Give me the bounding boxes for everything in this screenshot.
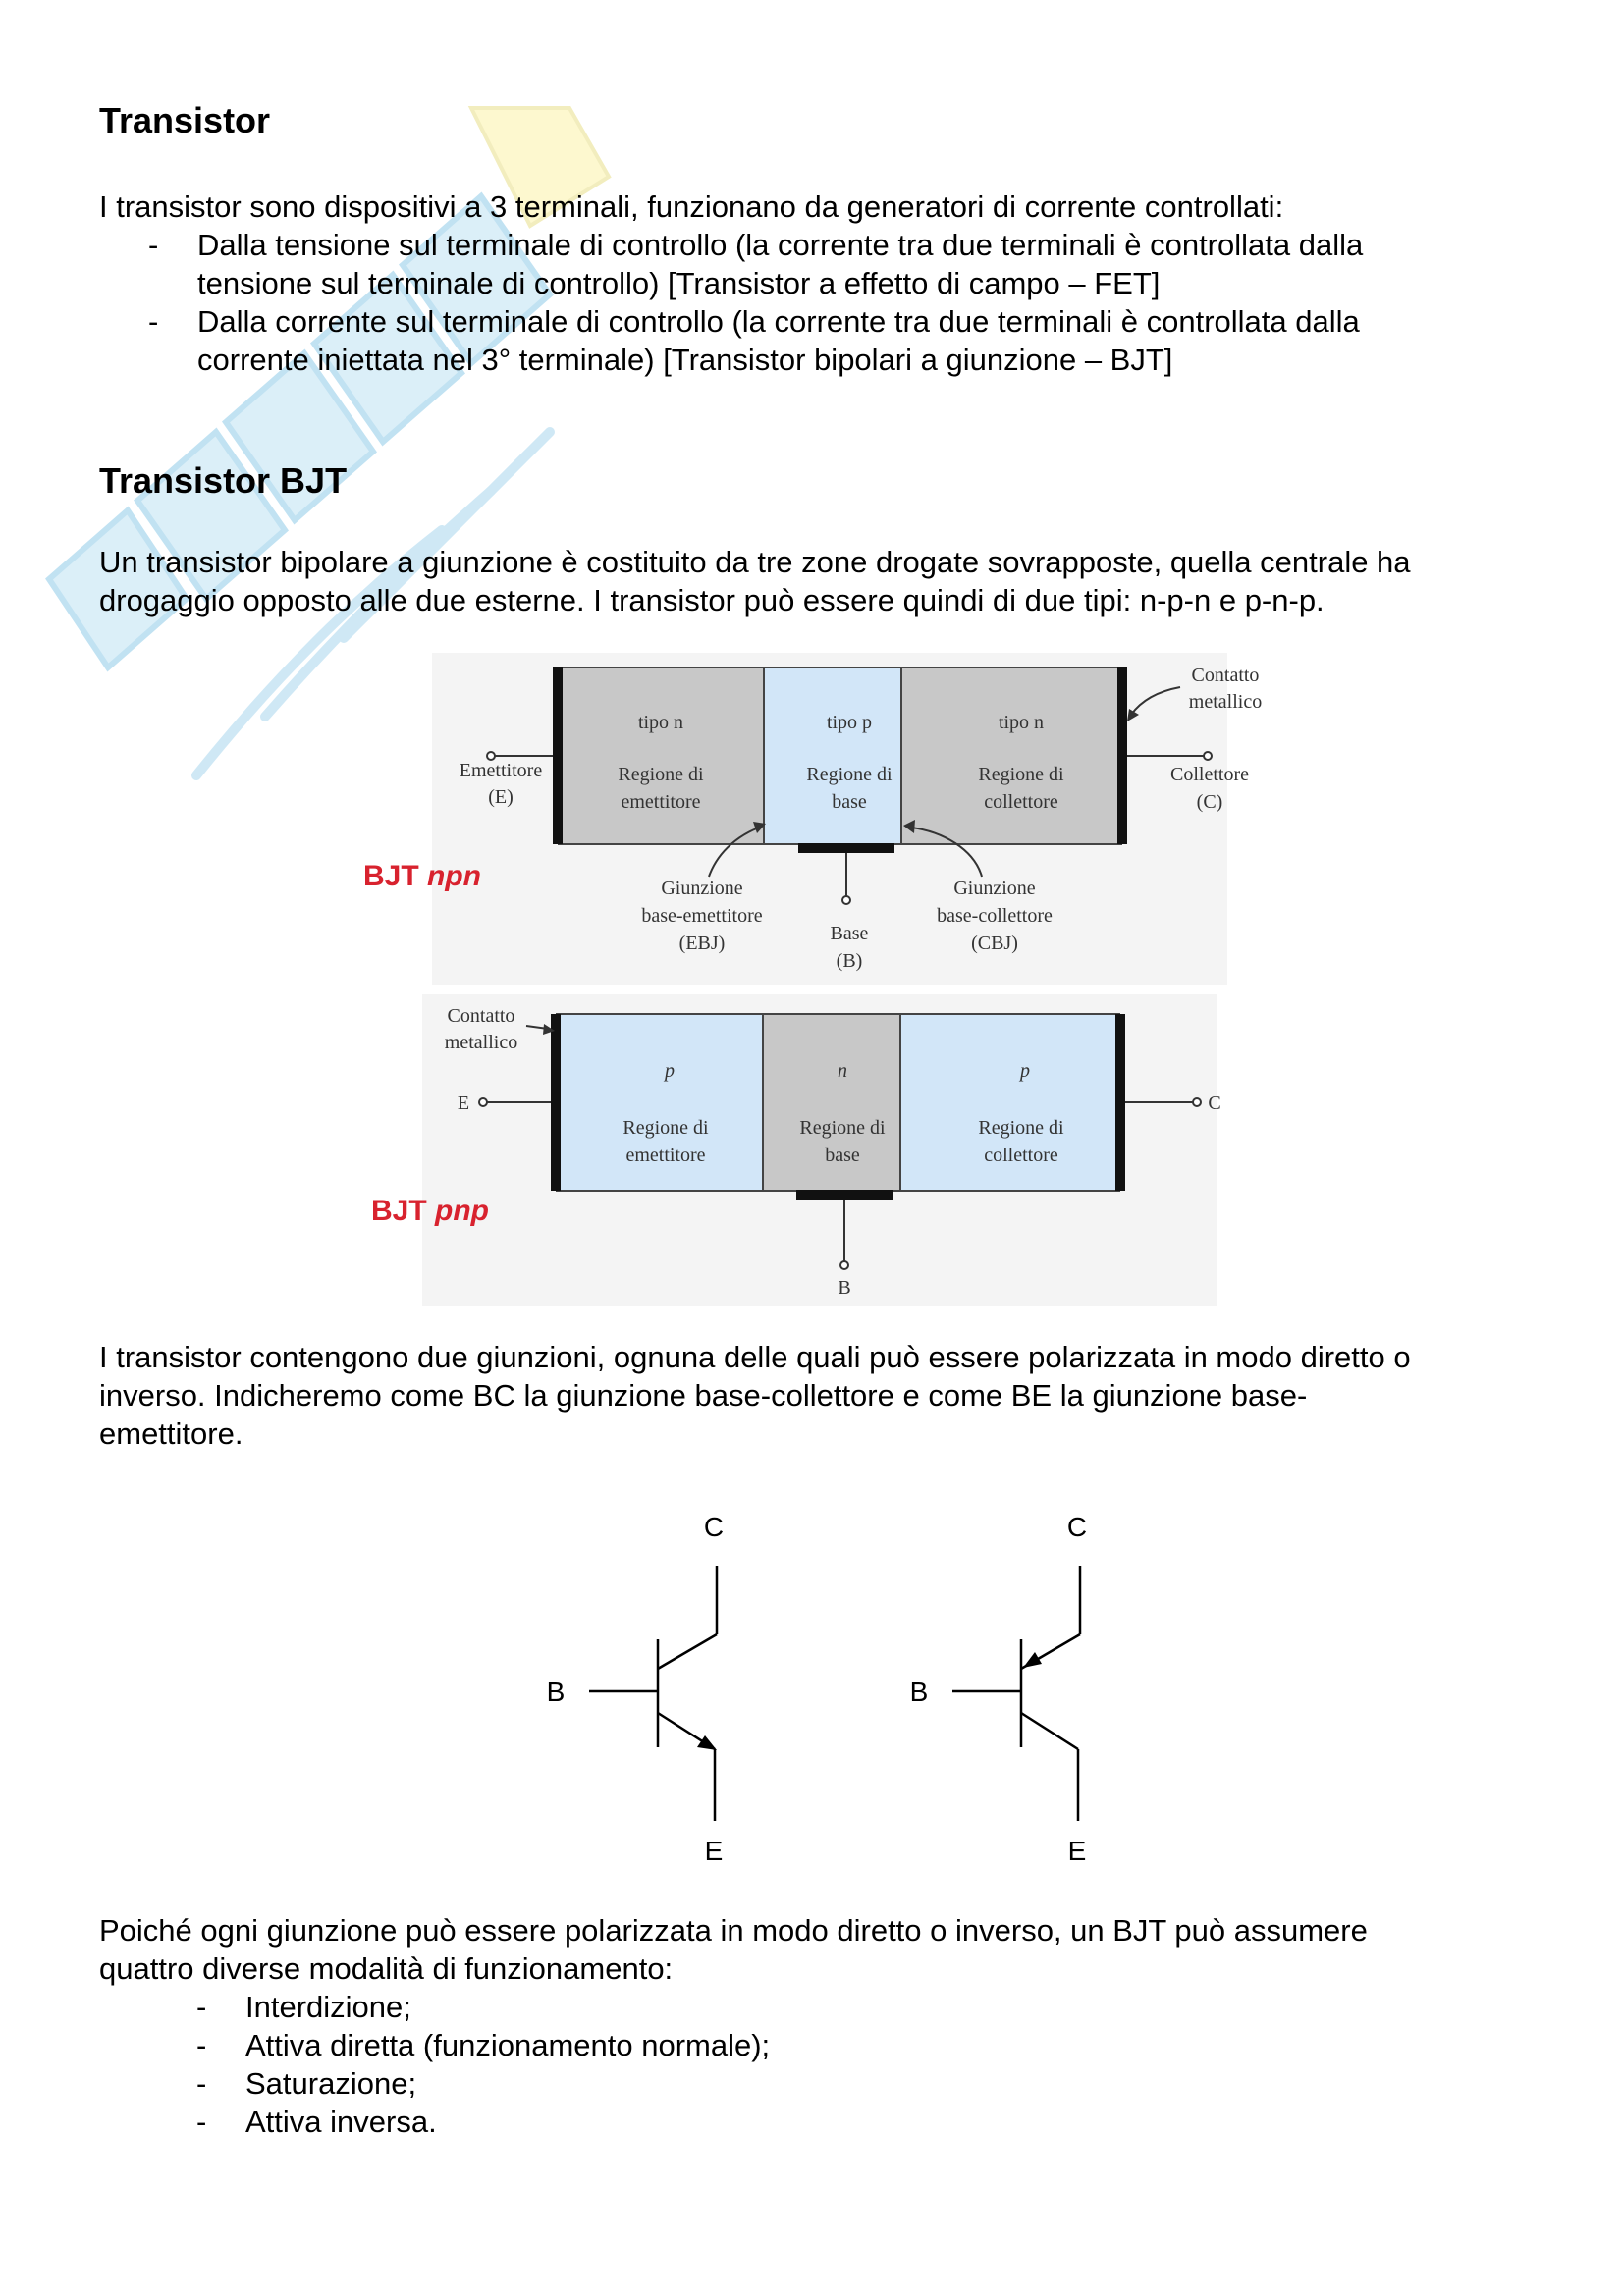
npn-collector-label: Collettore bbox=[1170, 764, 1249, 785]
npn-emitter-region bbox=[559, 667, 764, 844]
npn-collector-contact bbox=[1117, 667, 1127, 844]
pnp-contact-label: metallico bbox=[444, 1032, 518, 1053]
list-item: - Attiva inversa. bbox=[196, 2105, 437, 2139]
pnp-region2-name: Regione di bbox=[799, 1117, 886, 1139]
npn-base-contact bbox=[798, 843, 894, 853]
pnp-symbol-emitter-label: E bbox=[1067, 1836, 1087, 1866]
list-item: - Saturazione; bbox=[196, 2066, 417, 2101]
npn-contact-label: metallico bbox=[1188, 691, 1263, 713]
npn-emitter-label: Emettitore bbox=[459, 760, 543, 781]
pnp-base-contact bbox=[796, 1190, 893, 1200]
pnp-symbol-collector-label: C bbox=[1066, 1512, 1088, 1542]
npn-collector-label: (C) bbox=[1196, 791, 1223, 813]
pnp-region1-type: p bbox=[665, 1060, 675, 1082]
modes-paragraph: Poiché ogni giunzione può essere polarizzata in modo diretto o inverso, un BJT può assumere quattro diverse modalità di funzionamento: bbox=[99, 1913, 1368, 1986]
intro-paragraph: I transistor sono dispositivi a 3 terminali, funzionano da generatori di corrente controllati: bbox=[99, 189, 1284, 224]
pnp-emitter-contact bbox=[551, 1014, 561, 1191]
pnp-collector-label: C bbox=[1208, 1093, 1221, 1114]
npn-base-region bbox=[764, 667, 901, 844]
npn-region1-name: emettitore bbox=[621, 791, 701, 813]
pnp-region3-name: Regione di bbox=[978, 1117, 1064, 1139]
npn-emitter-label: (E) bbox=[488, 786, 514, 808]
npn-collector-region bbox=[901, 667, 1121, 844]
pnp-collector-contact bbox=[1115, 1014, 1125, 1191]
pnp-contact-label: Contatto bbox=[447, 1005, 515, 1027]
npn-symbol-collector-label: C bbox=[703, 1512, 725, 1542]
pnp-emitter-label: E bbox=[457, 1093, 470, 1114]
npn-collector-terminal bbox=[1204, 752, 1212, 760]
pnp-collector-terminal bbox=[1193, 1098, 1201, 1106]
npn-symbol-base-label: B bbox=[546, 1677, 566, 1707]
npn-ebj-label: Giunzione bbox=[661, 878, 743, 899]
list-item: - Dalla corrente sul terminale di controllo (la corrente tra due terminali è controllata dalla corrente iniettata nel 3° terminale) [Transistor bipolari a giunzione – BJT] bbox=[148, 304, 1360, 377]
npn-region2-name: Regione di bbox=[806, 764, 893, 785]
pnp-region3-name: collettore bbox=[984, 1145, 1058, 1166]
pnp-region3-type: p bbox=[1020, 1060, 1030, 1082]
npn-base-label: Base bbox=[830, 923, 869, 944]
list-item: - Attiva diretta (funzionamento normale); bbox=[196, 2028, 771, 2062]
npn-region3-type: tipo n bbox=[998, 712, 1045, 733]
pnp-region1-name: emettitore bbox=[625, 1145, 706, 1166]
npn-symbol bbox=[589, 1566, 717, 1821]
pnp-region1-name: Regione di bbox=[622, 1117, 709, 1139]
npn-region2-type: tipo p bbox=[826, 712, 873, 733]
npn-ebj-label: (EBJ) bbox=[678, 933, 726, 954]
npn-region3-name: collettore bbox=[984, 791, 1058, 813]
section-title-bjt: Transistor BJT bbox=[99, 460, 348, 501]
transistor-symbols-figure bbox=[530, 1502, 1119, 1875]
npn-emitter-contact bbox=[553, 667, 563, 844]
bjt-description-paragraph: Un transistor bipolare a giunzione è costituito da tre zone drogate sovrapposte, quella centrale ha drogaggio opposto alle due esterne. I transistor può essere quindi di due tipi: n-p-n e p-n-p. bbox=[99, 545, 1411, 617]
npn-emitter-arrow bbox=[697, 1735, 717, 1750]
operating-modes-list bbox=[196, 1988, 771, 2141]
npn-contact-label: Contatto bbox=[1191, 665, 1260, 686]
npn-emitter-terminal bbox=[487, 752, 495, 760]
control-type-list bbox=[148, 226, 1364, 379]
junctions-paragraph: I transistor contengono due giunzioni, ognuna delle quali può essere polarizzata in modo diretto o inverso. Indicheremo come BC la giunzione base-collettore e come BE la giunzione base- emettitore. bbox=[99, 1340, 1411, 1451]
npn-base-label: (B) bbox=[836, 950, 863, 972]
pnp-symbol-base-label: B bbox=[909, 1677, 929, 1707]
bjt-structure-figure bbox=[353, 653, 1296, 1306]
npn-ebj-label: base-emettitore bbox=[641, 905, 763, 927]
pnp-emitter-terminal bbox=[479, 1098, 487, 1106]
npn-label: BJT npn bbox=[363, 860, 481, 892]
pnp-emitter-arrow bbox=[1023, 1652, 1042, 1668]
pnp-label: BJT pnp bbox=[371, 1195, 489, 1227]
page-title: Transistor bbox=[99, 100, 271, 140]
npn-cbj-label: Giunzione bbox=[953, 878, 1036, 899]
pnp-symbol bbox=[952, 1566, 1080, 1821]
pnp-base-label: B bbox=[838, 1277, 851, 1299]
list-item: - Dalla tensione sul terminale di controllo (la corrente tra due terminali è controllata dalla tensione sul terminale di controllo) [Transistor a effetto di campo – FET] bbox=[148, 228, 1364, 300]
list-item: - Interdizione; bbox=[196, 1990, 411, 2024]
npn-cbj-label: base-collettore bbox=[937, 905, 1053, 927]
npn-cbj-label: (CBJ) bbox=[971, 933, 1018, 954]
npn-region1-name: Regione di bbox=[618, 764, 704, 785]
pnp-base-terminal bbox=[840, 1261, 848, 1269]
npn-base-terminal bbox=[842, 896, 850, 904]
pnp-region2-type: n bbox=[838, 1060, 847, 1082]
npn-region3-name: Regione di bbox=[978, 764, 1064, 785]
npn-region2-name: base bbox=[832, 791, 867, 813]
pnp-region2-name: base bbox=[825, 1145, 860, 1166]
npn-symbol-emitter-label: E bbox=[704, 1836, 724, 1866]
npn-region1-type: tipo n bbox=[637, 712, 684, 733]
